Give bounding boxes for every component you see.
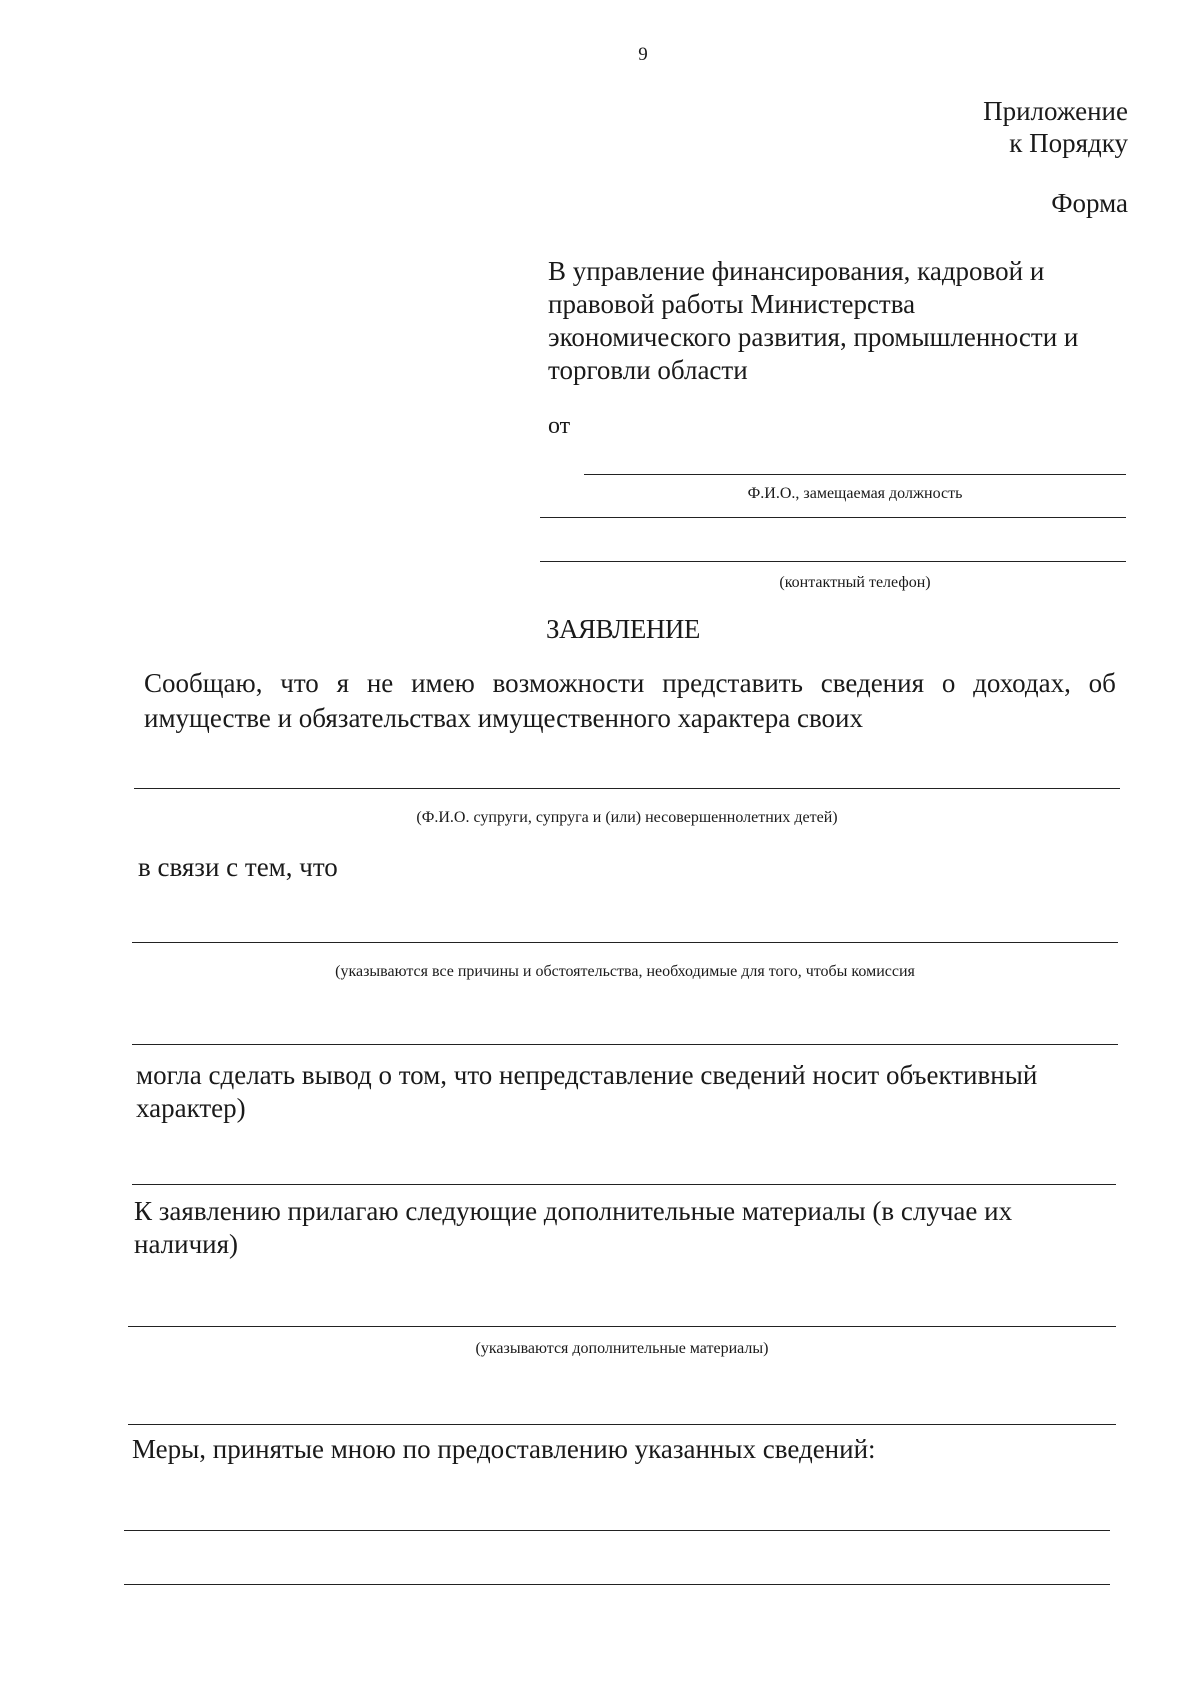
fio-caption: Ф.И.О., замещаемая должность (747, 485, 963, 502)
word: об (1088, 668, 1116, 698)
word: я (336, 668, 350, 698)
attachments-line-2: наличия) (134, 1229, 239, 1259)
paragraph-line-1 (144, 668, 1116, 699)
word: имею (411, 668, 475, 698)
statement-title: ЗАЯВЛЕНИЕ (546, 614, 700, 644)
word: доходах, (973, 668, 1071, 698)
reason-field-line-1[interactable] (132, 942, 1118, 943)
measures-field-line-2[interactable] (124, 1584, 1110, 1585)
word: о (941, 668, 956, 698)
spouse-caption: (Ф.И.О. супруги, супруга и (или) несовершеннолетних детей) (416, 809, 838, 826)
conclusion-line-2: характер) (136, 1093, 246, 1123)
attachments-line-1: К заявлению прилагаю следующие дополнительные материалы (в случае их (134, 1196, 1013, 1226)
conclusion-field-line[interactable] (132, 1184, 1116, 1185)
word: что (280, 668, 319, 698)
word: Сообщаю, (144, 668, 263, 698)
addressee-line-2: правовой работы Министерства (548, 289, 916, 319)
conclusion-line-1: могла сделать вывод о том, что непредставление сведений носит объективный (136, 1060, 1038, 1090)
word: сведения (820, 668, 924, 698)
appendix-line-2: к Порядку (1009, 128, 1128, 158)
measures-label: Меры, принятые мною по предоставлению указанных сведений: (132, 1434, 876, 1464)
phone-caption: (контактный телефон) (779, 574, 931, 591)
measures-field-line-1[interactable] (124, 1530, 1110, 1531)
form-label: Форма (1051, 188, 1128, 218)
reason-intro: в связи с тем, что (138, 852, 338, 882)
spouse-field-line[interactable] (134, 788, 1120, 789)
addressee-line-4: торговли области (548, 355, 748, 385)
attachments-caption: (указываются дополнительные материалы) (475, 1340, 769, 1357)
word: не (366, 668, 394, 698)
reason-field-line-2[interactable] (132, 1044, 1118, 1045)
addressee-line-1: В управление финансирования, кадровой и (548, 256, 1045, 286)
word: представить (662, 668, 803, 698)
position-field-line[interactable] (540, 517, 1126, 518)
page-number: 9 (638, 44, 648, 65)
addressee-line-3: экономического развития, промышленности и (548, 322, 1079, 352)
appendix-line-1: Приложение (983, 96, 1128, 126)
paragraph-line-2: имуществе и обязательствах имущественного характера своих (144, 703, 863, 733)
reason-caption: (указываются все причины и обстоятельства, необходимые для того, чтобы комиссия (335, 963, 915, 980)
word: возможности (492, 668, 645, 698)
from-label: от (548, 413, 571, 439)
attachments-field-line-2[interactable] (128, 1424, 1116, 1425)
attachments-field-line[interactable] (128, 1326, 1116, 1327)
fio-field-line[interactable] (584, 474, 1126, 475)
phone-field-line[interactable] (540, 561, 1126, 562)
